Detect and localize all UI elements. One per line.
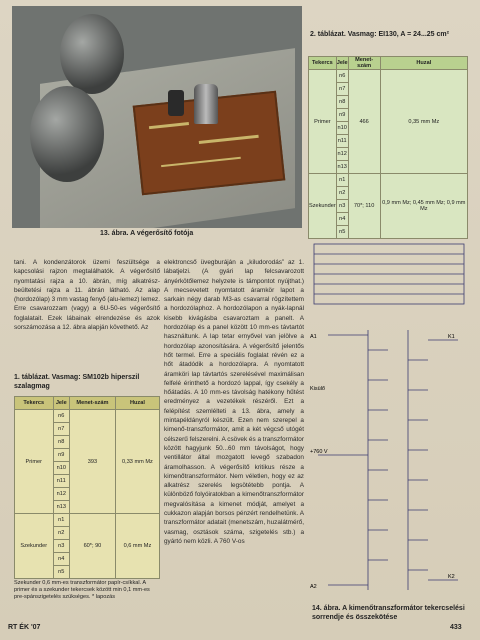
table1-note: Szekunder 0,6 mm-es transzformátor papír-csíkkal. A primer és a szekunder tekercsek között min 0,1 mm-es pre-spánszigetelés szükséges. * lapozás (14, 580, 150, 600)
table2-cell: n2 (336, 187, 348, 200)
table1-cell: n3 (53, 540, 70, 553)
table2-cell: 70*; 110 (348, 174, 380, 239)
table1-group: Szekunder (15, 514, 54, 579)
table2-group: Szekunder (309, 174, 337, 239)
table2-header: Tekercs (309, 57, 337, 70)
label-k1: K1 (448, 334, 455, 340)
table1-cell: n2 (53, 527, 70, 540)
amplifier-photo (12, 6, 302, 228)
table2-cell: n11 (336, 135, 348, 148)
table1-cell: n4 (53, 553, 70, 566)
table2-cell: n4 (336, 213, 348, 226)
table1-cell: n7 (53, 423, 70, 436)
table1-group: Primer (15, 410, 54, 514)
table2-title: 2. táblázat. Vasmag: EI130, A = 24...25 cm² (310, 31, 449, 38)
table2-cell: 466 (348, 70, 380, 174)
table1-cell: n10 (53, 462, 70, 475)
table1-cell: n11 (53, 475, 70, 488)
table2-cell: n1 (336, 174, 348, 187)
table1-title: 1. táblázat. Vasmag: SM102b hiperszil szalagmag (14, 374, 140, 390)
transformer-can-bottom (30, 86, 104, 182)
vacuum-tube (194, 84, 218, 124)
table2-cell: n13 (336, 161, 348, 174)
winding-diagram (308, 240, 470, 602)
table1-cell: 0,6 mm Mz (115, 514, 159, 579)
table1-header: Tekercs (15, 397, 54, 410)
left-column-text: tani. A kondenzátorok üzemi feszültsége a kapcsolási rajzon megtalálhatók. A végerősítő nyomtatási rajza a 10. ábrán, míg alkatrész-beültetési rajza a 11. ábrán látható. Az alap (hordozólap) 3 mm vastag fenyő (alu-lemez) lemez. Erre csavarozzam (vagy) a 6U-50-es végerősítő foglalatait. Ezek lábainak elrendezése és azok sorszámozása a 12. ábra alapján követhető. Az (14, 259, 160, 332)
table2-header: Menet-szám (348, 57, 380, 70)
table2-cell: n9 (336, 109, 348, 122)
table2-header: Huzal (380, 57, 467, 70)
label-k2: K2 (448, 574, 455, 580)
table1-cell: n6 (53, 410, 70, 423)
footer-left: RT ÉK '07 (8, 624, 41, 631)
table2-cell: n5 (336, 226, 348, 239)
label-kisulo: Kisülő (310, 386, 325, 392)
table2-cell: n3 (336, 200, 348, 213)
middle-column-text: elektroncső üvegburáján a „kiludorodás” az 1. lábatjelzi. (A gyári lap felcsavarozott ányérkötőlemez helyzete is támpontot nyújthat.) A mecsevetett nyomtatott áramkör lapot a sarkain négy darab M3-as csavarral rögzítettem a hordozólaphoz. A hordozólapon a nyák-lapnál kisebb kivágásba csavaroztam a panelt. A hordozólap és a panel között 10 mm-es távtartót használtunk. A lap tetar ernyővel van jelölve a hordozólap azonosítására. A végerősítő jelentős hőt termel. Erre a speciális foglalat révén ez a hőt átadódik a hordozólapra. A nyomtatott áramköri lap távtartós szerelésével maximálisan felfelé érinthető a hordozó lappal, így csekély a hőátadás. A 10 mm-es távolság hatékony hűtést eredményez a vezetékek részéről. Ezt a felépítést szemlélteti a 13. ábra, amely a mintapéldányról készült. Ezen nem szerepel a kimenő-transzformátor, amit a két végcső utógét célszerű felszerelni. A csövek és a transzformátor között hagyjunk 50...60 mm távolságot, hogy ventillátor által mozgatott levegő szabadon áramolhasson. A végerősítő kritikus része a kimenőtranszformátor. Nem véletlen, hogy ez az alkatrész szerelés legsötétebb pontja. A különböző folyóiratokban a kimenőtranszformátor megvalósítása a kimenet módját, amelyet a cukkazon alapján borsos pénzért rendelhetünk. A transzformátor adatait (menetszám, huzalátmérő, vasmag, osztások száma, szigetelés stb.) a gyártó nem közli. A 760 V-os (164, 259, 304, 545)
page-number: 433 (450, 624, 462, 631)
capacitor (168, 90, 184, 116)
fig13-caption: 13. ábra. A végerősítő fotója (100, 230, 194, 237)
label-760v: +760 V (310, 449, 328, 455)
table1-cell: 60*; 90 (70, 514, 116, 579)
table2 (308, 56, 468, 239)
table1-cell: n13 (53, 501, 70, 514)
table1-header: Jele (53, 397, 70, 410)
table2-cell: n6 (336, 70, 348, 83)
table2-cell: n7 (336, 83, 348, 96)
table1-cell: n8 (53, 436, 70, 449)
table1-cell: n1 (53, 514, 70, 527)
table1-header: Menet-szám (70, 397, 116, 410)
table2-cell: n12 (336, 148, 348, 161)
table1-cell: n12 (53, 488, 70, 501)
table1-cell: 393 (70, 410, 116, 514)
table2-group: Primer (309, 70, 337, 174)
table2-header: Jele (336, 57, 348, 70)
label-a2: A2 (310, 584, 317, 590)
table2-cell: 0,9 mm Mz; 0,45 mm Mz; 0,9 mm Mz (380, 174, 467, 239)
label-a1: A1 (310, 334, 317, 340)
table1-cell: n5 (53, 566, 70, 579)
table1-cell: 0,33 mm Mz (115, 410, 159, 514)
table2-cell: n8 (336, 96, 348, 109)
transformer-can-top (60, 14, 124, 94)
table2-cell: 0,35 mm Mz (380, 70, 467, 174)
table2-cell: n10 (336, 122, 348, 135)
fig14-caption: 14. ábra. A kimenőtranszformátor tekercselési sorrendje és összekötése (312, 605, 465, 621)
table1-cell: n9 (53, 449, 70, 462)
table1-header: Huzal (115, 397, 159, 410)
table1 (14, 396, 160, 579)
